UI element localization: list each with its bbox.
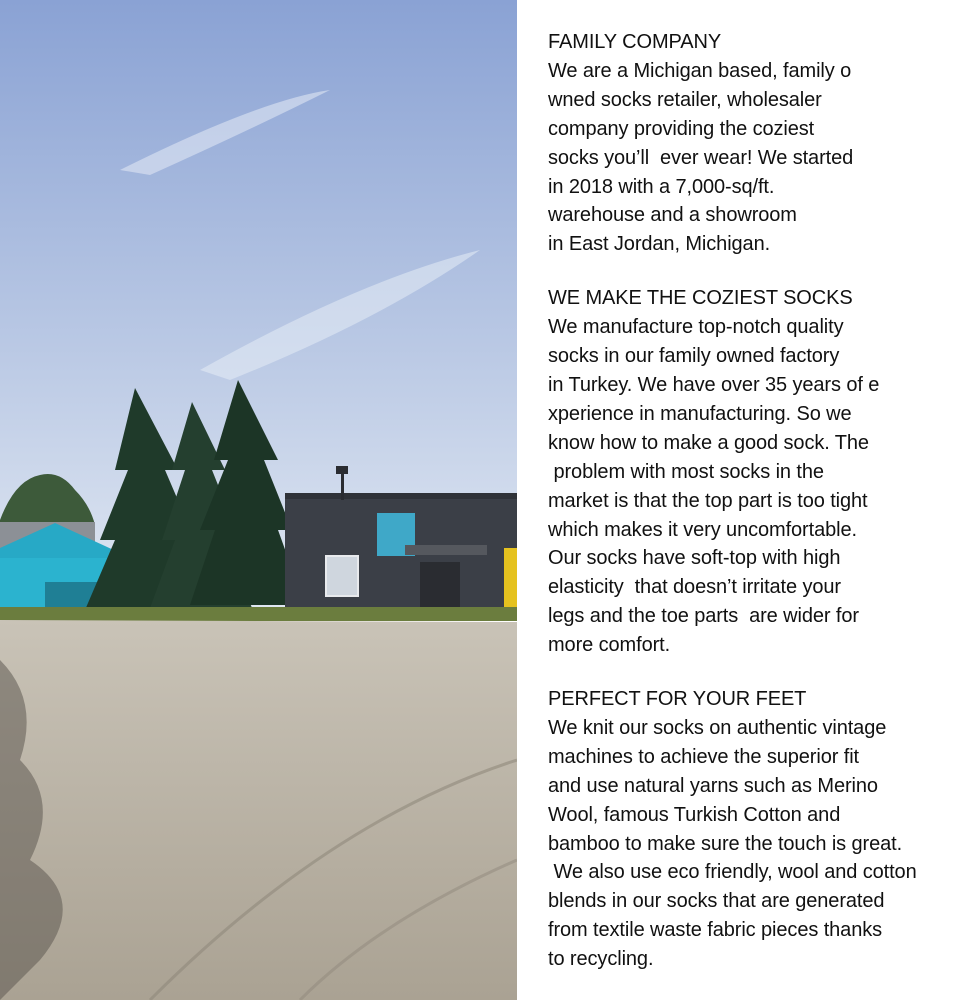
section-perfect-feet bbox=[548, 685, 968, 974]
section-text-line: company providing the coziest bbox=[548, 117, 815, 140]
section-text-line: and use natural yarns such as Merino bbox=[548, 774, 878, 797]
section-text-line: elasticity that doesn’t irritate your bbox=[548, 576, 841, 599]
section-heading: WE MAKE THE COZIEST SOCKS bbox=[548, 287, 853, 310]
light-pole bbox=[341, 470, 344, 500]
section-text-line: in East Jordan, Michigan. bbox=[548, 233, 771, 256]
building-window bbox=[326, 556, 358, 596]
section-text-line: in 2018 with a 7,000-sq/ft. bbox=[548, 175, 775, 198]
section-text-line: socks in our family owned factory bbox=[548, 345, 840, 368]
section-text-line: socks you’ll ever wear! We started bbox=[548, 146, 854, 169]
section-text-line: from textile waste fabric pieces thanks bbox=[548, 919, 883, 942]
section-text-line: We manufacture top-notch quality bbox=[548, 316, 844, 339]
section-text-line: know how to make a good sock. The bbox=[548, 431, 869, 454]
section-text-line: machines to achieve the superior fit bbox=[548, 745, 860, 768]
section-text-line: problem with most socks in the bbox=[548, 460, 824, 483]
section-text-line: We knit our socks on authentic vintage bbox=[548, 716, 887, 739]
section-text-line: warehouse and a showroom bbox=[548, 204, 797, 227]
section-text-line: blends in our socks that are generated bbox=[548, 890, 885, 913]
section-text-line: wned socks retailer, wholesaler bbox=[548, 88, 822, 111]
section-text-line: We also use eco friendly, wool and cotton bbox=[548, 861, 917, 884]
section-text-line: more comfort. bbox=[548, 634, 671, 657]
pavement bbox=[0, 620, 517, 1000]
section-text-line: which makes it very uncomfortable. bbox=[548, 518, 857, 541]
grass-strip bbox=[0, 607, 517, 621]
section-heading: FAMILY COMPANY bbox=[548, 31, 722, 53]
yellow-vehicle bbox=[504, 548, 517, 613]
section-coziest-socks bbox=[548, 284, 968, 660]
entrance-canopy bbox=[405, 545, 487, 555]
section-text-line: Our socks have soft-top with high bbox=[548, 547, 841, 570]
section-family-company bbox=[548, 28, 968, 259]
section-text-line: We are a Michigan based, family o bbox=[548, 59, 852, 82]
section-text-line: in Turkey. We have over 35 years of e bbox=[548, 373, 880, 396]
about-text-panel bbox=[517, 0, 968, 1000]
section-text-line: legs and the toe parts are wider for bbox=[548, 605, 859, 628]
section-text-line: xperience in manufacturing. So we bbox=[548, 402, 852, 425]
section-heading: PERFECT FOR YOUR FEET bbox=[548, 688, 807, 711]
building-roof bbox=[285, 493, 517, 499]
section-text-line: bamboo to make sure the touch is great. bbox=[548, 832, 903, 855]
light-fixture bbox=[336, 466, 348, 474]
section-text-line: market is that the top part is too tight bbox=[548, 489, 868, 512]
section-text-line: to recycling. bbox=[548, 948, 654, 971]
section-text-line: Wool, famous Turkish Cotton and bbox=[548, 803, 841, 826]
